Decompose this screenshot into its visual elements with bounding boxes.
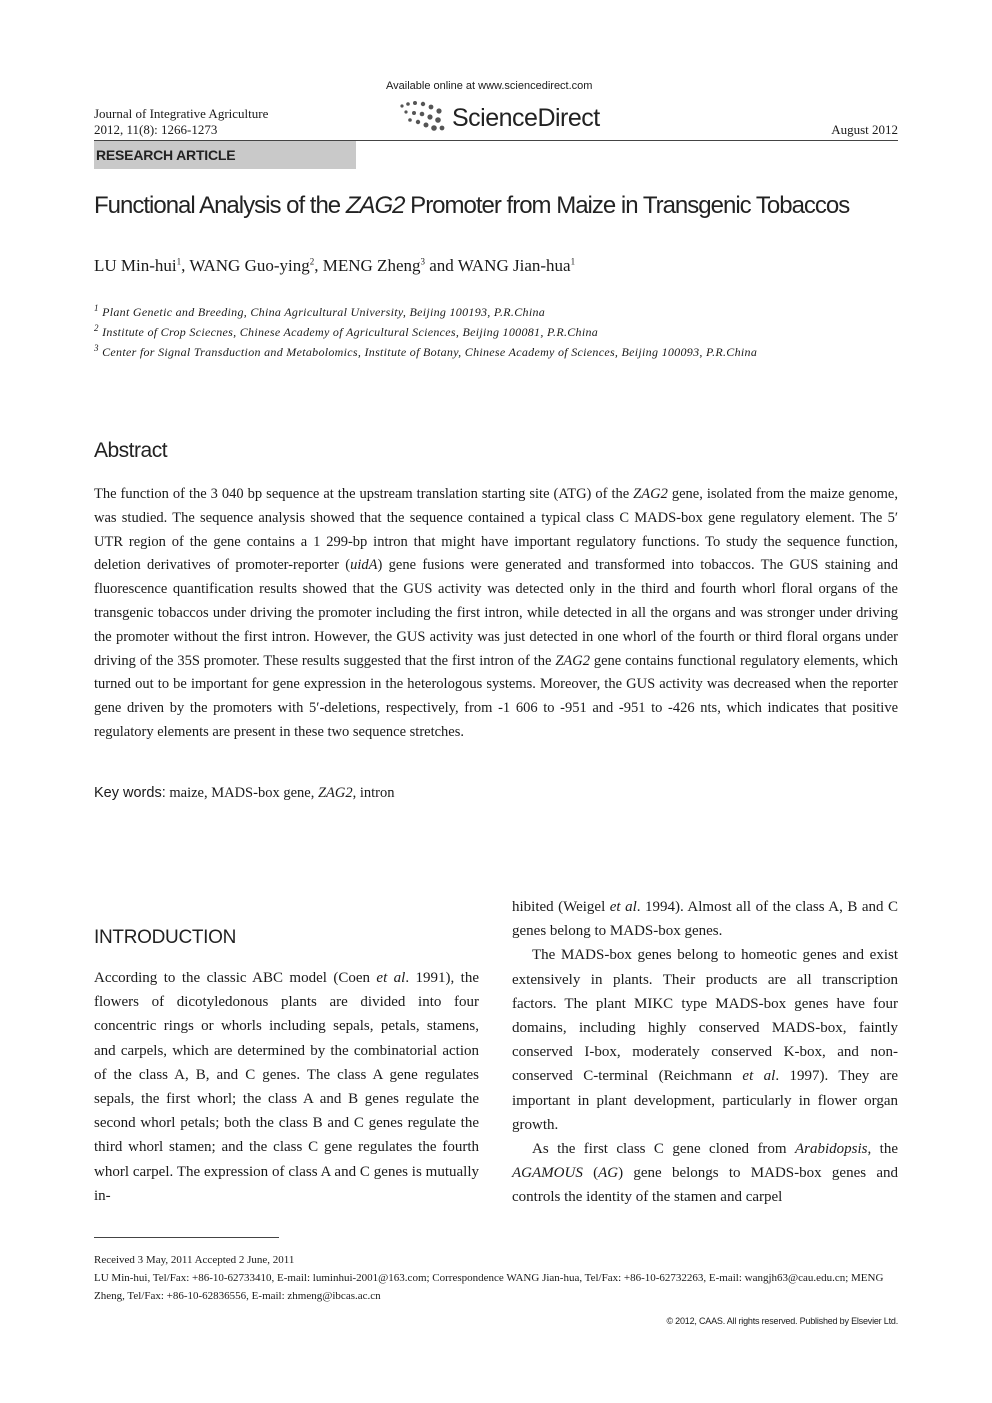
title-text-before: Functional Analysis of the: [94, 192, 346, 219]
text-run: gene contains functional regulatory elements, which turned out to be important for gene expression in the heterologous systems. Moreover, the GUS activity was decreased when the reporter gene driven by the promoters with 5′-deletions, respectively, from -1 606 to -951 and -951 to -426 nts, which indicates that positive regulatory elements are present in these two sequence stretches.: [94, 652, 898, 740]
text-run: The function of the 3 040 bp sequence at the upstream translation starting site (ATG) of the: [94, 486, 634, 502]
text-run: ) gene fusions were generated and transformed into tobaccos. The GUS staining and fluorescence quantification results showed that the GUS activity was detected only in the third and fourth whorl floral organs of the transgenic tobaccos under driving the promoter including the first intron, while detected in all the organs and was stronger under driving the promoter without the first intron. However, the GUS activity was just detected in one whorl of the fourth or third floral organs under driving of the 35S promoter. These results suggested that the first intron of the: [94, 557, 898, 669]
text-run: hibited (Weigel: [512, 899, 610, 915]
italic-term: et al: [609, 899, 637, 915]
abstract-heading: Abstract: [94, 439, 168, 462]
affiliation-item: [94, 322, 757, 342]
author-name: MENG Zheng: [322, 256, 421, 275]
affiliation-text: Center for Signal Transduction and Metabolomics, Institute of Botany, Chinese Academy of Sciences, Beijing 100093, P.R.China: [98, 345, 758, 359]
author-affiliation-mark: 1: [176, 256, 182, 267]
title-gene: ZAG2: [345, 192, 405, 219]
text-run: , intron: [352, 785, 395, 801]
publisher-name: ScienceDirect: [452, 104, 600, 132]
affiliation-text: Plant Genetic and Breeding, China Agricultural University, Beijing 100193, P.R.China: [98, 305, 546, 319]
italic-term: ZAG2: [555, 652, 590, 669]
journal-name: Journal of Integrative Agriculture: [94, 106, 269, 121]
italic-term: ZAG2: [317, 785, 353, 801]
copyright-notice: © 2012, CAAS. All rights reserved. Published by Elsevier Ltd.: [666, 1316, 898, 1326]
text-run: . 1991), the flowers of dicotyledonous plants are divided into four concentric rings or whorls including sepals, petals, stamens, and carpels, which are determined by the combinatorial action of the class A, B, and C genes. The class A gene regulates sepals, the first whorl; the class A and B genes regulate the second whorl petals; both the class B and C genes regulate the third whorl stamen; and the class C gene regulates the fourth whorl carpel. The expression of class A and C genes is mutually in-: [94, 970, 479, 1204]
keywords: [94, 785, 395, 802]
author-name: LU Min-hui: [94, 256, 177, 275]
author-affiliation-mark: 2: [309, 256, 315, 267]
introduction-right-column: [512, 895, 898, 1210]
author-name: WANG Jian-hua: [457, 256, 571, 275]
contact-info: LU Min-hui, Tel/Fax: +86-10-62733410, E-mail: luminhui-2001@163.com; Correspondence WANG Jian-hua, Tel/Fax: +86-10-62732263, E-mail: wangjh63@cau.edu.cn; MENG Zheng, Tel/Fax: +86-10-62836556, E-mail: zhmeng@ibcas.ac.cn: [94, 1272, 884, 1302]
author-separator: ,: [181, 256, 190, 275]
text-run: The MADS-box genes belong to homeotic genes and exist extensively in plants. Their products are all transcription factors. The plant MIKC type MADS-box genes have four domains, including highly conserved MADS-box, faintly conserved I-box, moderately conserved K-box, and non-conserved C-terminal (Reichmann: [512, 947, 898, 1085]
text-run: According to the classic ABC model (Coen: [94, 970, 377, 986]
available-online-text: Available online at www.sciencedirect.com: [386, 80, 593, 92]
italic-term: uidA: [350, 557, 378, 574]
footnotes: [94, 1251, 898, 1305]
affiliation-item: [94, 342, 757, 362]
text-run: gene, isolated from the maize genome, was studied. The sequence analysis showed that the sequence contained a typical class C MADS-box gene regulatory element. The 5′ UTR region of the gene contains a 1 299-bp intron that might have important regulatory functions. To study the sequence function, deletion derivatives of promoter-reporter (: [94, 486, 898, 574]
text-run: . 1997). They are important in plant development, particularly in flower organ growth.: [512, 1068, 898, 1133]
affiliation-number: 2: [94, 323, 99, 333]
article-type-badge: [94, 141, 356, 169]
keywords-body: [166, 785, 395, 801]
italic-term: ZAG2: [633, 486, 668, 502]
affiliation-number: 3: [94, 343, 99, 353]
text-run: As the first class C gene cloned from: [532, 1141, 795, 1158]
introduction-heading: INTRODUCTION: [94, 927, 237, 948]
affiliation-item: [94, 302, 757, 322]
received-dates: Received 3 May, 2011 Accepted 2 June, 2011: [94, 1254, 295, 1266]
author-separator: ,: [314, 256, 323, 275]
paragraph: [512, 895, 898, 943]
introduction-left-column: [94, 966, 479, 1208]
paragraph: [512, 943, 898, 1137]
author-affiliation-mark: 3: [420, 256, 425, 267]
italic-term: Arabidopsis: [795, 1141, 868, 1158]
affiliations: [94, 302, 757, 362]
journal-volume: 2012, 11(8): 1266-1273: [94, 122, 218, 137]
text-run: , the: [867, 1141, 898, 1158]
journal-citation: [94, 106, 268, 138]
author-list: [94, 256, 575, 276]
italic-term: et al: [742, 1068, 776, 1085]
paragraph: [512, 1137, 898, 1210]
title-text-after: Promoter from Maize in Transgenic Tobaccos: [404, 192, 850, 219]
italic-term: AGAMOUS: [512, 1165, 583, 1182]
text-run: (: [582, 1165, 599, 1182]
author-affiliation-mark: 1: [570, 256, 576, 267]
issue-date: August 2012: [831, 122, 898, 137]
affiliation-text: Institute of Crop Sciecnes, Chinese Academy of Agricultural Sciences, Beijing 100081, P.R.China: [98, 325, 599, 339]
italic-term: AG: [598, 1165, 619, 1182]
keywords-label: Key words:: [94, 785, 166, 801]
text-run: maize, MADS-box gene,: [165, 785, 318, 801]
text-run: ) gene belongs to MADS-box genes and controls the identity of the stamen and carpel: [512, 1165, 898, 1206]
italic-term: et al: [376, 970, 406, 986]
author-separator: and: [424, 256, 458, 275]
affiliation-number: 1: [94, 303, 99, 313]
author-name: WANG Guo-ying: [189, 256, 310, 275]
article-title: [94, 192, 849, 220]
article-type-label: RESEARCH ARTICLE: [96, 147, 236, 163]
text-run: . 1994). Almost all of the class A, B and C genes belong to MADS-box genes.: [512, 899, 898, 940]
abstract-text: [94, 483, 898, 745]
footnote-rule: [94, 1237, 279, 1238]
